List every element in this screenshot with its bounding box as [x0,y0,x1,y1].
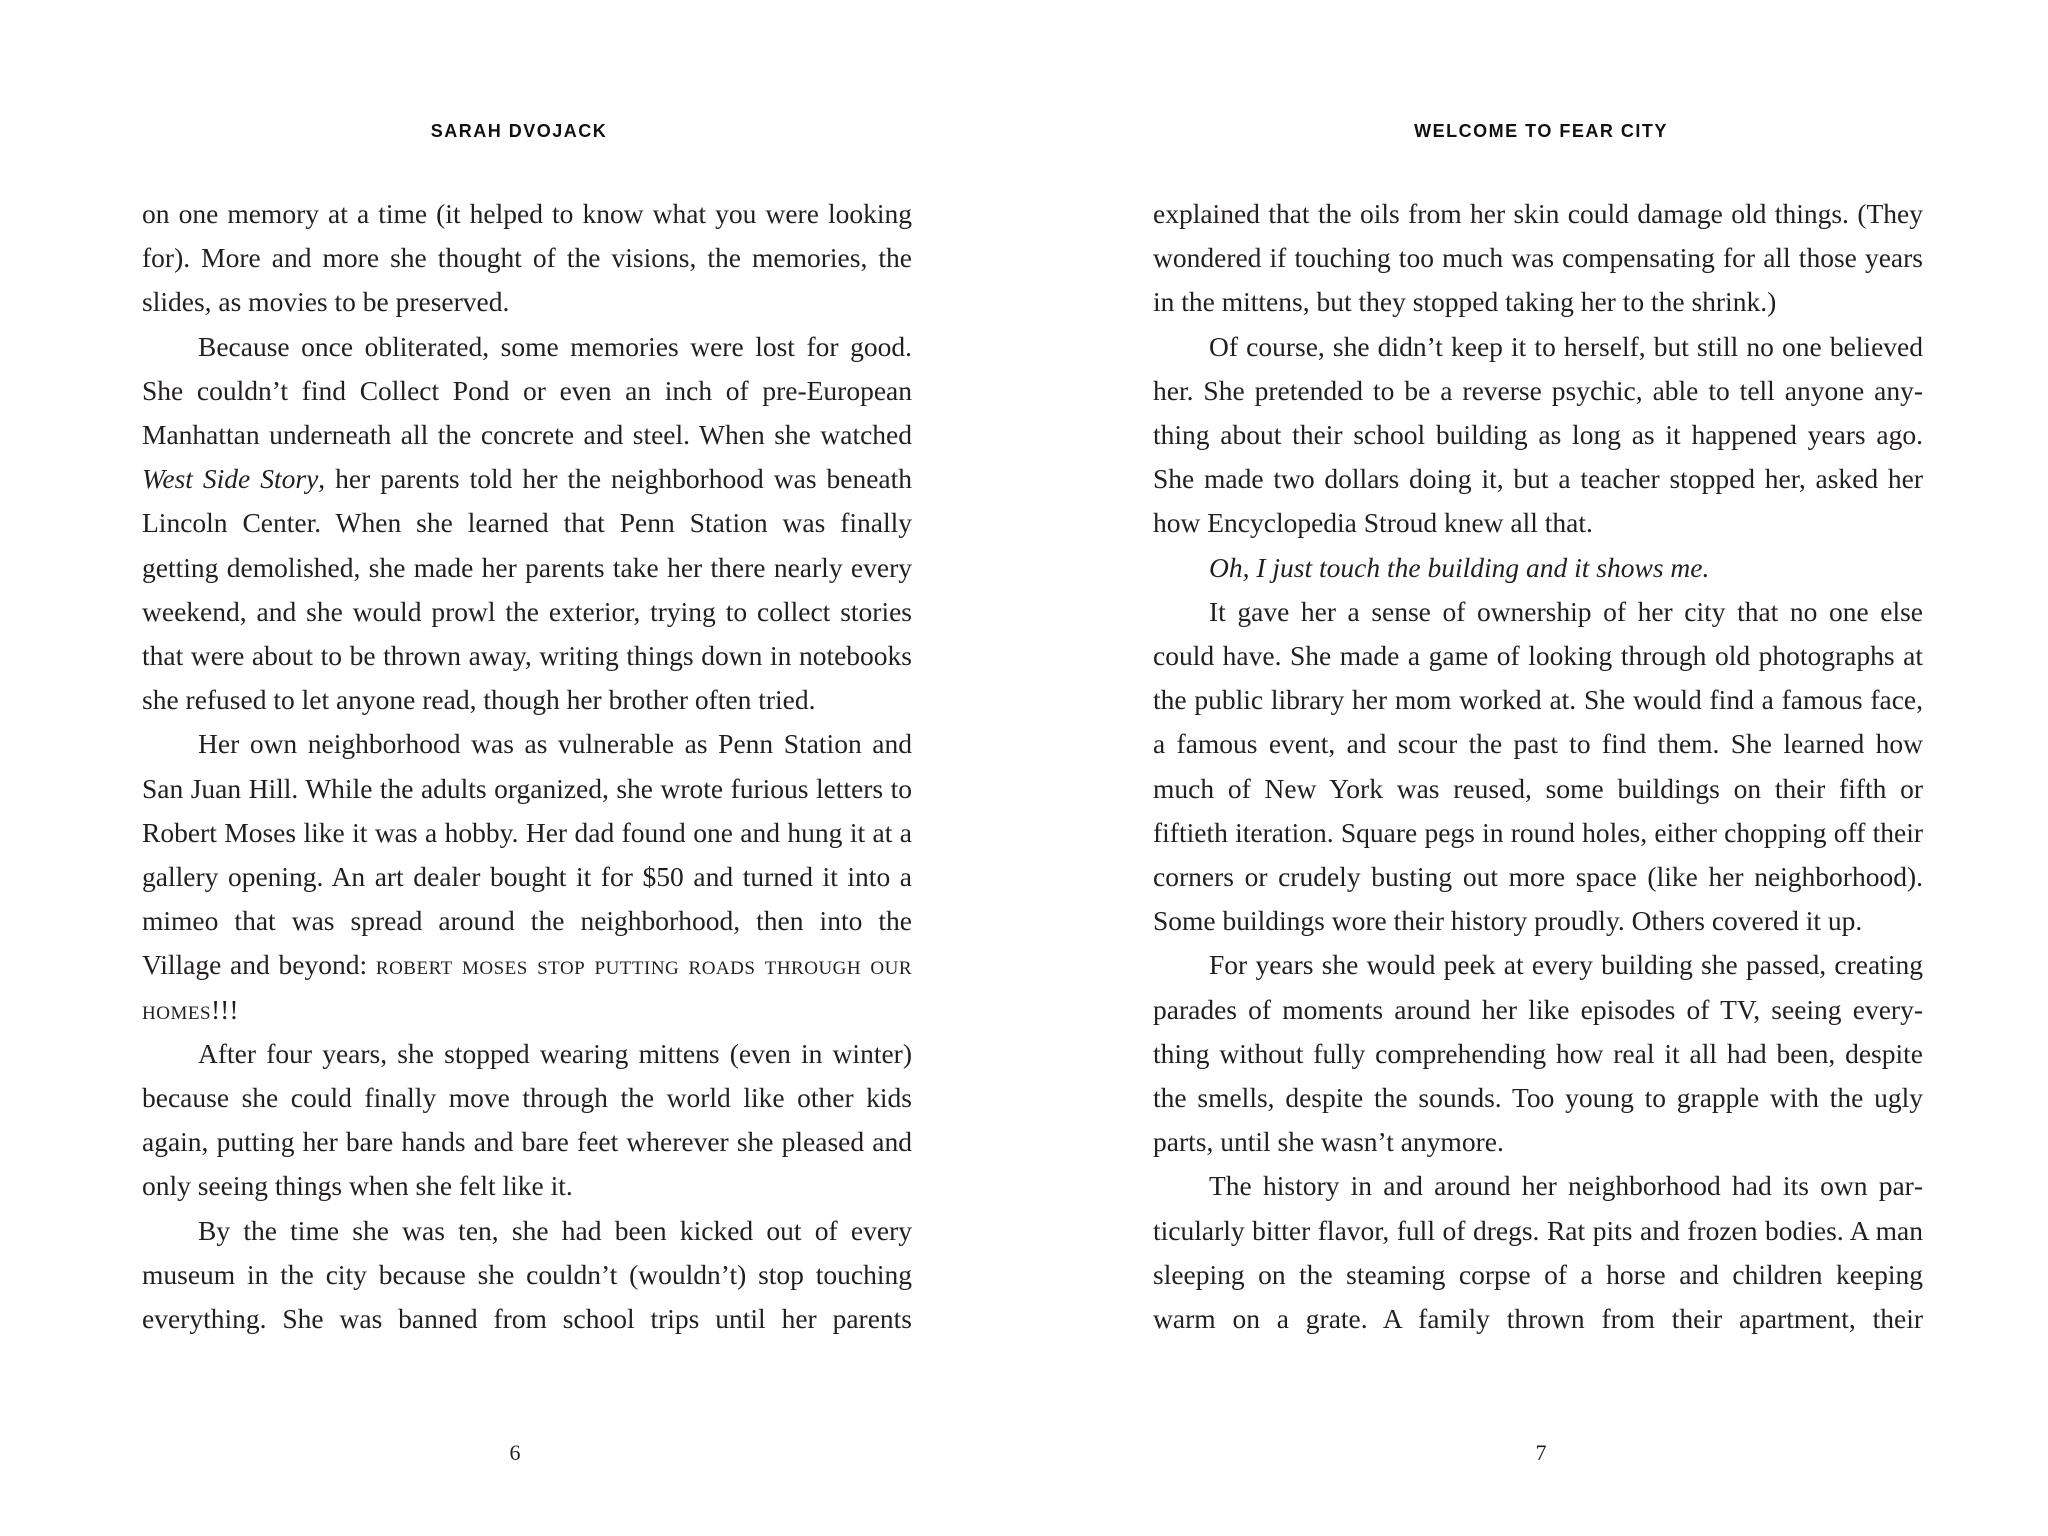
paragraph: By the time she was ten, she had been kicked out of every museum in the city because she couldn’t (wouldn’t) stop touching everything. She was banned from school trips until her parents [142,1214,912,1335]
paragraph: Of course, she didn’t keep it to herself, but still no one believed her. She pretended to be a reverse psychic, able to tell anyone anything about their school building as long as it happened years ago. She made two dollars doing it, but a teacher stopped her, asked her how Encyclopedia Stroud knew all that. [1153,330,1923,539]
page-number: 6 [509,1440,521,1465]
body-text-left [142,192,912,1341]
page-number: 7 [1535,1440,1547,1465]
text-run: !!! [211,993,239,1025]
body-text-right [1153,192,1923,1341]
paragraph [142,325,912,723]
paragraph: on one memory at a time (it helped to know what you were looking for). More and more she thought of the visions, the memories, the slides, as movies to be preserved. [142,198,912,318]
text-run: , her parents told her the neighborhood was beneath Lincoln Center. When she learned that Penn Station was finally getting demolished, she made her parents take her there nearly every weekend, and she would prowl the exterior, trying to collect stories that were about to be thrown away, writing things down in notebooks she refused to let anyone read, though her brother often tried. [142,463,913,716]
paragraph: After four years, she stopped wearing mittens (even in winter) because she could finally move through the world like other kids again, putting her bare hands and bare feet wherever she pleased and only seeing things when she felt like it. [142,1037,912,1202]
text-run: Because once obliterated, some memories were lost for good. She couldn’t find Collect Pond or even an inch of pre-European Manhattan underneath all the concrete and steel. When she watched [142,330,912,451]
right-page [1024,0,2048,1536]
text-run: Her own neighborhood was as vulnerable as Penn Station and San Juan Hill. While the adults organized, she wrote furious letters to Robert Moses like it was a hobby. Her dad found one and hung it at a gallery opening. An art dealer bought it for $50 and turned it into a mimeo that was spread around the neighborhood, then into the Village and beyond: [142,728,912,981]
protest-slogan: robert moses stop putting roads through our homes [142,949,912,1025]
running-head-author: SARAH DVOJACK [430,121,608,141]
paragraph: For years she would peek at every building she passed, creating parades of moments around her like episodes of TV, seeing everything without fully comprehending how real it all had been, despite the smells, despite the sounds. Too young to grapple with the ugly parts, until she wasn’t anymore. [1153,949,1923,1158]
paragraph: It gave her a sense of ownership of her city that no one else could have. She made a game of looking through old photographs at the public library her mom worked at. She would find a famous face, a famous event, and scour the past to find them. She learned how much of New York was reused, some buildings on their fifth or fiftieth iteration. Square pegs in round holes, either chopping off their corners or crudely busting out more space (like her neighborhood). Some buildings wore their history proudly. Others covered it up. [1153,595,1923,937]
running-head-title: WELCOME TO FEAR CITY [1414,121,1668,141]
paragraph [142,722,912,1031]
paragraph: The history in and around her neighborhood had its own particularly bitter flavor, full of dregs. Rat pits and frozen bodies. A man sleeping on the steaming corpse of a horse and children keeping warm on a grate. A family thrown from their apartment, their [1153,1170,1923,1335]
paragraph: explained that the oils from her skin could damage old things. (They wondered if touching too much was compensating for all those years in the mittens, but they stopped taking her to the shrink.) [1153,198,1923,318]
paragraph: Oh, I just touch the building and it shows me. [1209,551,1710,583]
film-title: West Side Story [142,463,319,495]
